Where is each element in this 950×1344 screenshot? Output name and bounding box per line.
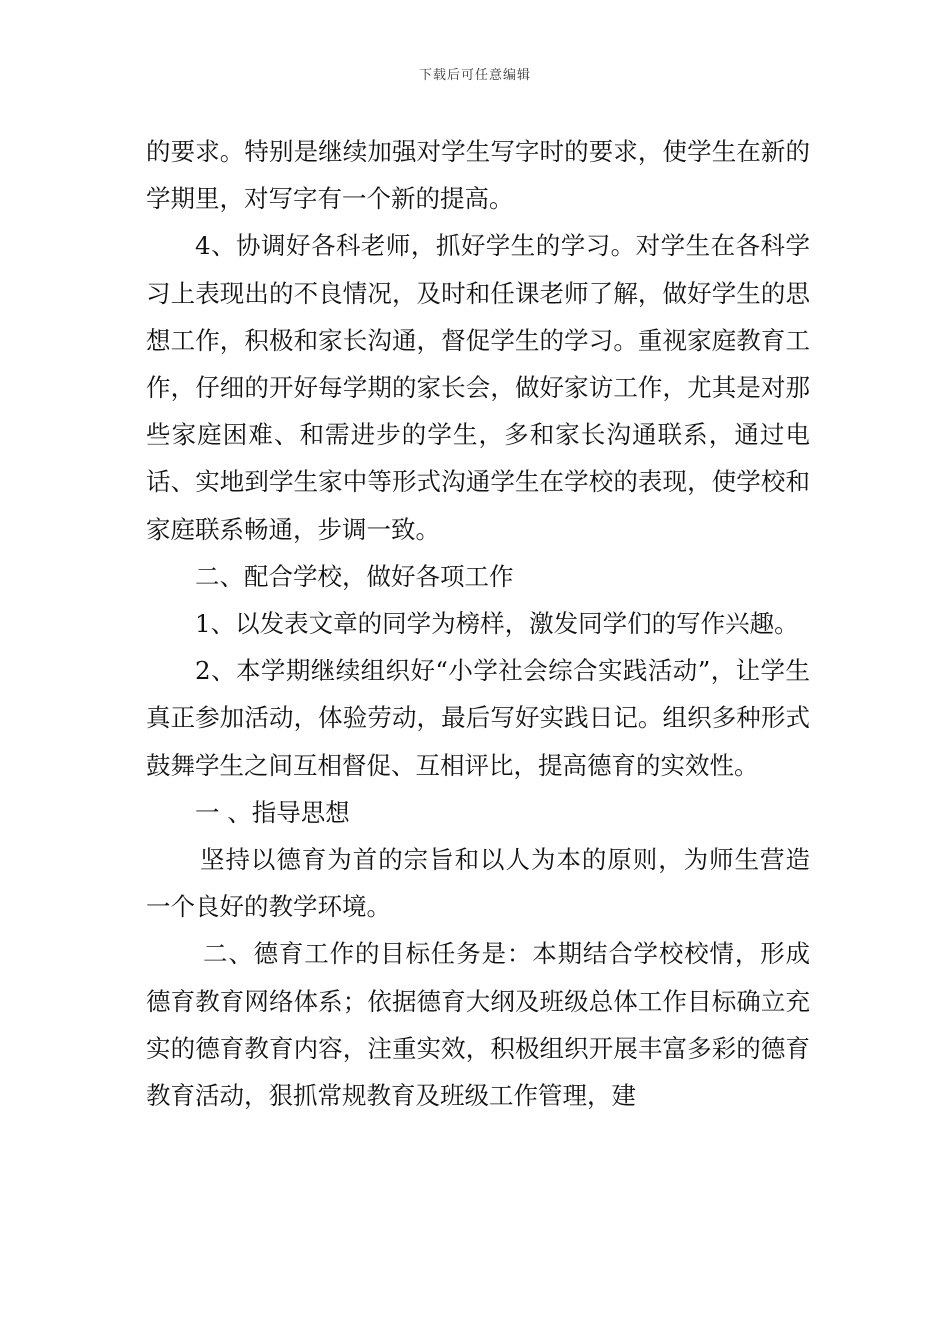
paragraph-guiding-principle: 坚持以德育为首的宗旨和以人为本的原则，为师生营造一个良好的教学环境。 (146, 845, 810, 922)
paragraph-social-practice: 2、本学期继续组织好“小学社会综合实践活动”，让学生真正参加活动，体验劳动，最后写好实践日记。组织多种形式鼓舞学生之间互相督促、互相评比，提高德育的实效性。 (146, 656, 810, 780)
document-body (146, 128, 810, 1119)
paragraph-moral-education-goals: 二、德育工作的目标任务是：本期结合学校校情，形成德育教育网络体系；依据德育大纲及班级总体工作目标确立充实的德育教育内容，注重实效，积极组织开展丰富多彩的德育教育活动，狠抓常规教育及班级工作管理，建 (146, 939, 810, 1111)
section-heading-cooperate-school: 二、配合学校，做好各项工作 (195, 561, 514, 591)
paragraph-coordinate-teachers: 4、协调好各科老师，抓好学生的学习。对学生在各科学习上表现出的不良情况，及时和任课老师了解，做好学生的思想工作，积极和家长沟通，督促学生的学习。重视家庭教育工作，仔细的开好每学期的家长会，做好家访工作，尤其是对那些家庭困难、和需进步的学生，多和家长沟通联系，通过电话、实地到学生家中等形式沟通学生在学校的表现，使学校和家庭联系畅通，步调一致。 (146, 231, 810, 544)
section-heading-guiding-thought: 一 、指导思想 (195, 797, 350, 827)
page-header: 下载后可任意编辑 (418, 68, 531, 83)
paragraph-writing-requirements: 的要求。特别是继续加强对学生写字时的要求，使学生在新的学期里，对写字有一个新的提高。 (146, 137, 810, 214)
paragraph-writing-interest: 1、以发表文章的同学为榜样，激发同学们的写作兴趣。 (195, 609, 799, 639)
